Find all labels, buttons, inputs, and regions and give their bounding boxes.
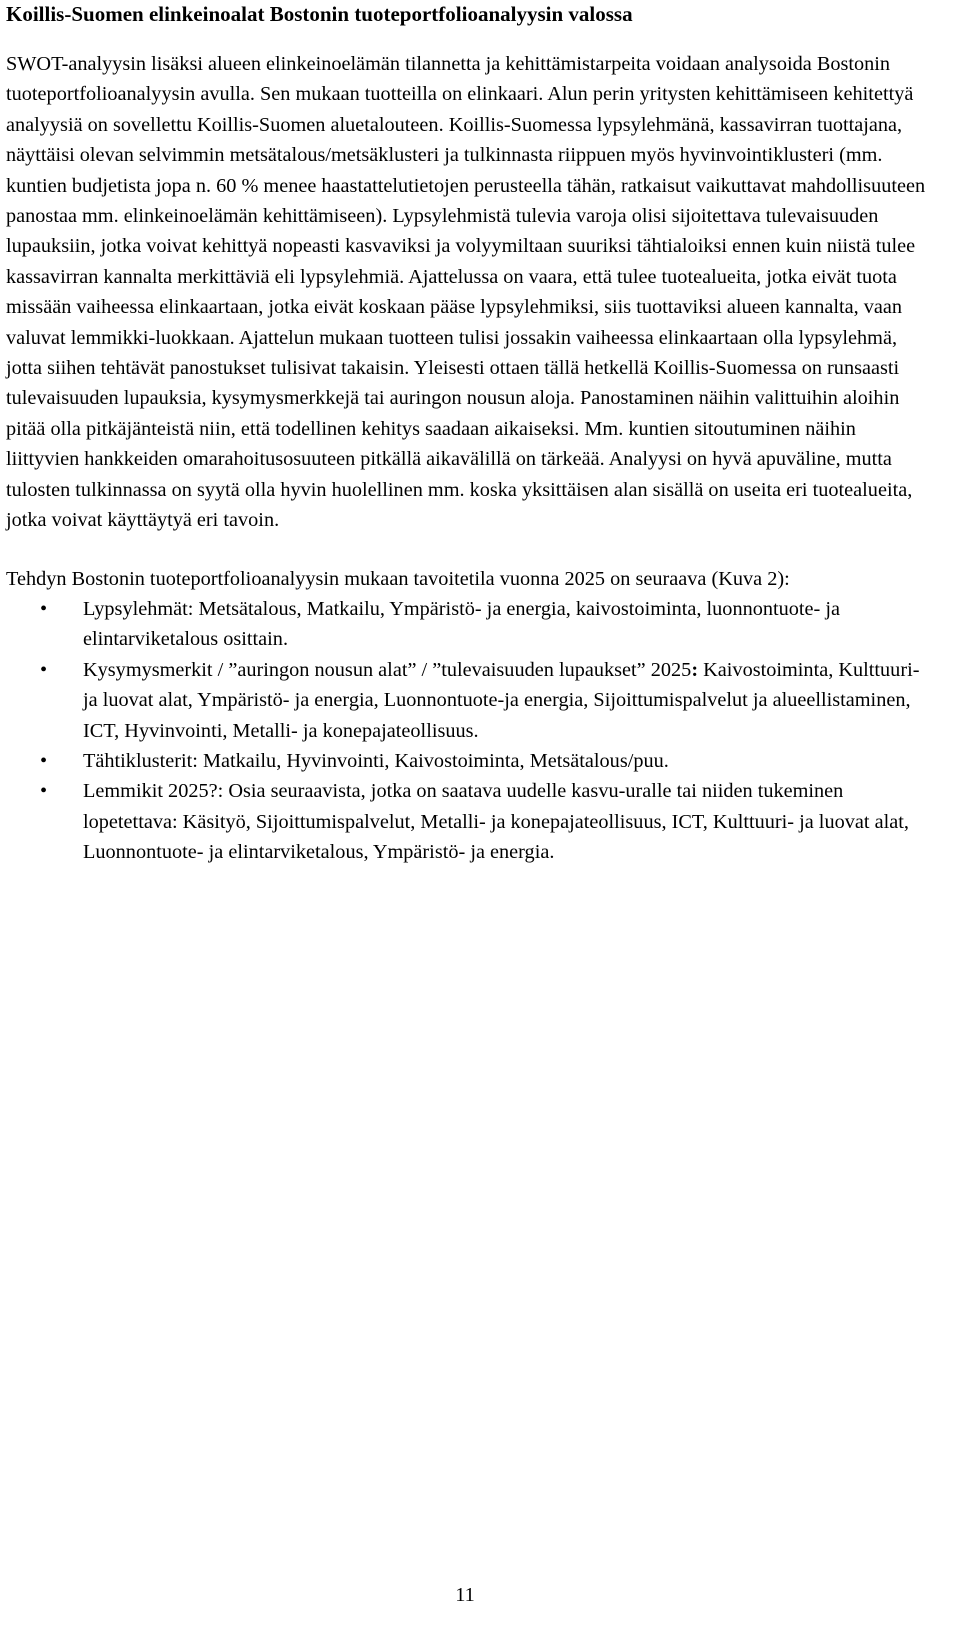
list-item-lemmikit [6, 776, 935, 867]
list-item-colon: : [691, 658, 699, 681]
bullet-icon: • [40, 658, 48, 681]
list-item-text: Kaivostoiminta, Kulttuuri- ja luovat alat, Ympäristö- ja energia, Luonnontuote-ja energia, Sijoittumispalvelut ja alueellistaminen, ICT, Hyvinvointi, Metalli- ja konepajateollisuus. [83, 658, 920, 742]
document-page [6, 0, 936, 868]
list-item-lypsylehmat [6, 594, 935, 655]
target-state-list [6, 594, 936, 868]
bullet-icon: • [40, 597, 48, 620]
list-item-tahtiklusterit [6, 746, 935, 776]
list-item-text: Tähtiklusterit: Matkailu, Hyvinvointi, Kaivostoiminta, Metsätalous/puu. [83, 749, 669, 772]
bullet-icon: • [40, 749, 48, 772]
paragraph-target-state: Tehdyn Bostonin tuoteportfolioanalyysin mukaan tavoitetila vuonna 2025 on seuraava (Kuva 2): [6, 567, 790, 590]
paragraph-boston-analysis: SWOT-analyysin lisäksi alueen elinkeinoelämän tilannetta ja kehittämistarpeita voidaan analysoida Bostonin tuoteportfolioanalyysin avulla. Sen mukaan tuotteilla on elinkaari. Alun perin yritysten kehittämiseen kehitettyä analyysiä on sovellettu Koillis-Suomen aluetalouteen. Koillis-Suomessa lypsylehmänä, kassavirran tuottajana, näyttäisi olevan selvimmin metsätalous/metsäklusteri ja tulkinnasta riippuen myös hyvinvointiklusteri (mm. kuntien budjetista jopa n. 60 % menee haastattelutietojen perusteella tähän, ratkaisut vaikuttavat mahdollisuuteen panostaa mm. elinkeinoelämän kehittämiseen). Lypsylehmistä tulevia varoja olisi sijoitettava tulevaisuuden lupauksiin, jotka voivat kehittyä nopeasti kasvaviksi ja volyymiltaan suuriksi tähtialoiksi ennen kuin niistä tulee kassavirran kannalta merkittäviä eli lypsylehmiä. Ajattelussa on vaara, että tulee tuotealueita, jotka eivät tuota missään vaiheessa elinkaartaan, jotka eivät koskaan pääse lypsylehmiksi, siis tuottaviksi alueen kannalta, vaan valuvat lemmikki-luokkaan. Ajattelun mukaan tuotteen tulisi jossakin vaiheessa elinkaartaan olla lypsylehmä, jotta siihen tehtävät panostukset tulisivat takaisin. Yleisesti ottaen tällä hetkellä Koillis-Suomessa on runsaasti tulevaisuuden lupauksia, kysymysmerkkejä tai auringon nousun aloja. Panostaminen näihin valittuihin aloihin pitää olla pitkäjänteistä niin, että todellinen kehitys saadaan aikaiseksi. Mm. kuntien sitoutuminen näihin liittyvien hankkeiden omarahoitusosuuteen pitkällä aikavälillä on tärkeää. Analyysi on hyvä apuväline, mutta tulosten tulkinnassa on syytä olla hyvin huolellinen mm. koska yksittäisen alan sisällä on useita eri tuotealueita, jotka voivat käyttäytyä eri tavoin. [6, 53, 926, 532]
list-item-lead: Kysymysmerkit / ”auringon nousun alat” / ”tulevaisuuden lupaukset” 2025 [83, 658, 692, 681]
list-item-kysymysmerkit [6, 655, 935, 746]
list-item-text: Lemmikit 2025?: Osia seuraavista, jotka on saatava uudelle kasvu-uralle tai niiden tukeminen lopetettava: Käsityö, Sijoittumispalvelut, Metalli- ja konepajateollisuus, ICT, Kulttuuri- ja luovat alat, Luonnontuote- ja elintarviketalous, Ympäristö- ja energia. [83, 780, 909, 864]
list-item-text: Lypsylehmät: Metsätalous, Matkailu, Ympäristö- ja energia, kaivostoiminta, luonnontuote- ja elintarviketalous osittain. [83, 597, 841, 651]
page-number: 11 [455, 1584, 475, 1606]
section-heading: Koillis-Suomen elinkeinoalat Bostonin tuoteportfolioanalyysin valossa [6, 2, 633, 26]
bullet-icon: • [40, 780, 48, 803]
